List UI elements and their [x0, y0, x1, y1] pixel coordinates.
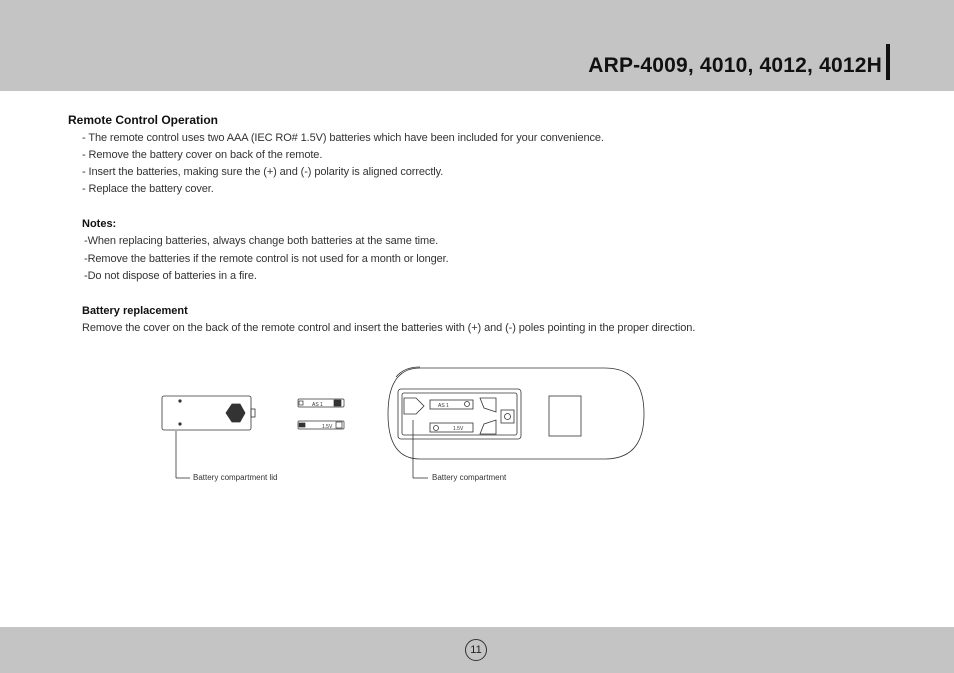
battery-lid-illustration	[162, 396, 255, 478]
instruction-line-1: - The remote control uses two AAA (IEC RO# 1.5V) batteries which have been included for your convenience.	[82, 132, 604, 144]
compartment-battery-label-1: AS 1	[438, 403, 449, 409]
page-number: 11	[465, 639, 487, 661]
battery-lid-label: Battery compartment lid	[193, 473, 278, 482]
battery-label-1: AS 1	[312, 402, 323, 408]
instruction-line-2: - Remove the battery cover on back of the remote.	[82, 149, 323, 161]
remote-control-illustration	[388, 367, 644, 478]
instruction-line-4: - Replace the battery cover.	[82, 183, 214, 195]
compartment-battery-label-2: 1.5V	[453, 426, 464, 432]
battery-text: Remove the cover on the back of the remote control and insert the batteries with (+) and (-) poles pointing in the proper direction.	[82, 322, 696, 334]
battery-compartment-label: Battery compartment	[432, 473, 507, 482]
instruction-line-3: - Insert the batteries, making sure the (+) and (-) polarity is aligned correctly.	[82, 166, 444, 178]
battery-title: Battery replacement	[82, 305, 188, 317]
notes-title: Notes:	[82, 218, 117, 230]
note-line-1: -When replacing batteries, always change both batteries at the same time.	[84, 235, 439, 247]
section-title: Remote Control Operation	[68, 113, 219, 127]
note-line-2: -Remove the batteries if the remote control is not used for a month or longer.	[84, 253, 449, 265]
page-title: ARP-4009, 4010, 4012, 4012H	[588, 54, 882, 77]
note-line-3: -Do not dispose of batteries in a fire.	[84, 270, 257, 282]
battery-label-2: 1.5V	[322, 424, 333, 430]
